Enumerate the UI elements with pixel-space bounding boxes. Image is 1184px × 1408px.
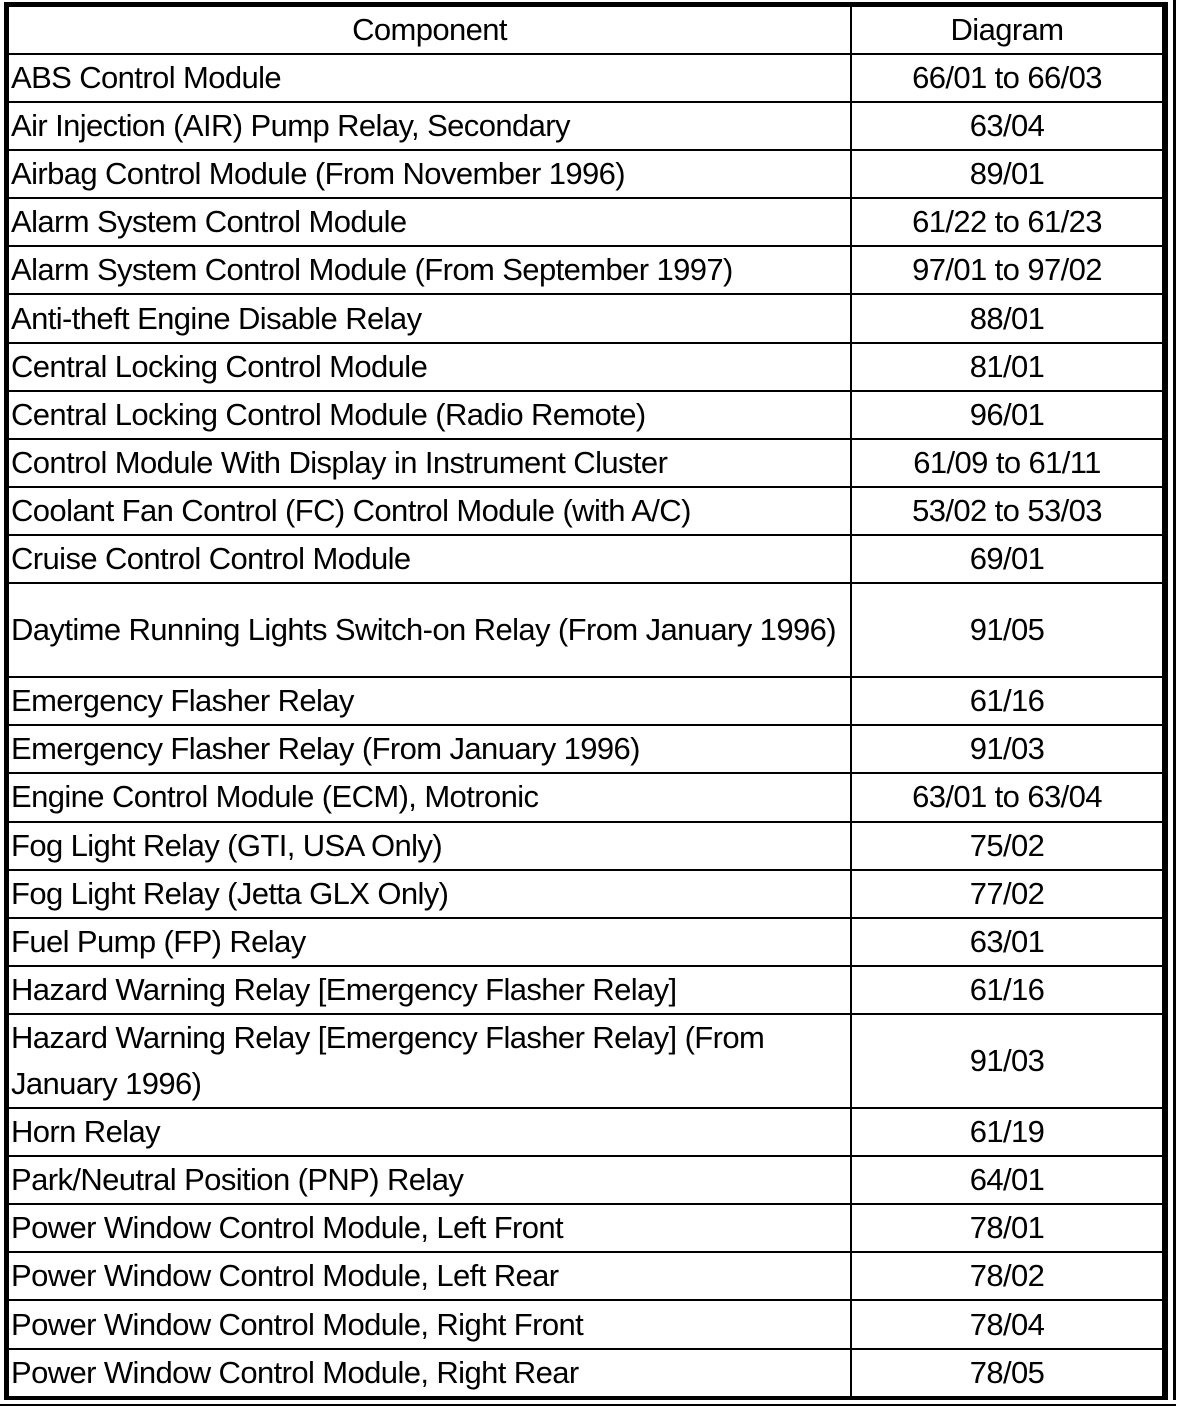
component-cell: Power Window Control Module, Left Front [8, 1204, 851, 1252]
component-cell: Cruise Control Control Module [8, 535, 851, 583]
component-cell: Power Window Control Module, Right Rear [8, 1349, 851, 1397]
diagram-cell: 96/01 [851, 391, 1163, 439]
table-row [8, 54, 1163, 102]
table-row [8, 870, 1163, 918]
table-row [8, 343, 1163, 391]
diagram-cell: 63/01 [851, 918, 1163, 966]
table-row [8, 439, 1163, 487]
diagram-cell: 78/05 [851, 1349, 1163, 1397]
table-row [8, 1349, 1163, 1397]
table-row [8, 1300, 1163, 1348]
diagram-cell: 97/01 to 97/02 [851, 246, 1163, 294]
component-cell: Emergency Flasher Relay [8, 677, 851, 725]
component-cell: Central Locking Control Module [8, 343, 851, 391]
component-cell: Alarm System Control Module (From September 1997) [8, 246, 851, 294]
diagram-cell: 69/01 [851, 535, 1163, 583]
table-row [8, 918, 1163, 966]
diagram-cell: 89/01 [851, 150, 1163, 198]
diagram-cell: 78/04 [851, 1300, 1163, 1348]
diagram-cell: 75/02 [851, 822, 1163, 870]
component-diagram-table-frame [4, 2, 1168, 1400]
table-row [8, 1156, 1163, 1204]
diagram-cell: 61/19 [851, 1108, 1163, 1156]
component-cell: Emergency Flasher Relay (From January 1996) [8, 725, 851, 773]
table-row [8, 1014, 1163, 1108]
diagram-cell: 81/01 [851, 343, 1163, 391]
diagram-cell: 66/01 to 66/03 [851, 54, 1163, 102]
component-diagram-table [7, 5, 1164, 1398]
diagram-cell: 61/22 to 61/23 [851, 198, 1163, 246]
table-row [8, 966, 1163, 1014]
component-cell: Power Window Control Module, Right Front [8, 1300, 851, 1348]
table-row [8, 1108, 1163, 1156]
diagram-cell: 61/16 [851, 677, 1163, 725]
diagram-cell: 61/09 to 61/11 [851, 439, 1163, 487]
table-row [8, 822, 1163, 870]
component-cell: ABS Control Module [8, 54, 851, 102]
diagram-cell: 88/01 [851, 294, 1163, 342]
diagram-cell: 64/01 [851, 1156, 1163, 1204]
table-row [8, 198, 1163, 246]
table-row [8, 246, 1163, 294]
diagram-cell: 91/05 [851, 583, 1163, 677]
component-cell: Hazard Warning Relay [Emergency Flasher Relay] [8, 966, 851, 1014]
table-row [8, 1252, 1163, 1300]
component-cell: Engine Control Module (ECM), Motronic [8, 773, 851, 821]
diagram-cell: 91/03 [851, 1014, 1163, 1108]
component-cell: Daytime Running Lights Switch-on Relay (From January 1996) [8, 583, 851, 677]
table-row [8, 391, 1163, 439]
table-row [8, 535, 1163, 583]
component-cell: Fog Light Relay (Jetta GLX Only) [8, 870, 851, 918]
table-row [8, 677, 1163, 725]
diagram-cell: 61/16 [851, 966, 1163, 1014]
diagram-cell: 63/04 [851, 102, 1163, 150]
component-cell: Fog Light Relay (GTI, USA Only) [8, 822, 851, 870]
diagram-cell: 53/02 to 53/03 [851, 487, 1163, 535]
diagram-cell: 78/01 [851, 1204, 1163, 1252]
column-header-diagram: Diagram [851, 6, 1163, 54]
diagram-cell: 77/02 [851, 870, 1163, 918]
table-body [8, 54, 1163, 1397]
component-cell: Control Module With Display in Instrument Cluster [8, 439, 851, 487]
table-header-row [8, 6, 1163, 54]
bottom-border-line [0, 1404, 1176, 1406]
component-cell: Coolant Fan Control (FC) Control Module (with A/C) [8, 487, 851, 535]
table-row [8, 294, 1163, 342]
table-row [8, 150, 1163, 198]
component-cell: Airbag Control Module (From November 1996) [8, 150, 851, 198]
component-cell: Park/Neutral Position (PNP) Relay [8, 1156, 851, 1204]
table-row [8, 102, 1163, 150]
component-cell: Anti-theft Engine Disable Relay [8, 294, 851, 342]
diagram-cell: 91/03 [851, 725, 1163, 773]
table-row [8, 583, 1163, 677]
component-cell: Power Window Control Module, Left Rear [8, 1252, 851, 1300]
component-cell: Fuel Pump (FP) Relay [8, 918, 851, 966]
component-cell: Horn Relay [8, 1108, 851, 1156]
component-cell: Alarm System Control Module [8, 198, 851, 246]
table-row [8, 773, 1163, 821]
table-row [8, 487, 1163, 535]
table-row [8, 1204, 1163, 1252]
table-row [8, 725, 1163, 773]
right-border-line [1173, 0, 1176, 1400]
diagram-cell: 63/01 to 63/04 [851, 773, 1163, 821]
component-cell: Central Locking Control Module (Radio Remote) [8, 391, 851, 439]
component-cell: Hazard Warning Relay [Emergency Flasher Relay] (From January 1996) [8, 1014, 851, 1108]
diagram-cell: 78/02 [851, 1252, 1163, 1300]
column-header-component: Component [8, 6, 851, 54]
component-cell: Air Injection (AIR) Pump Relay, Secondary [8, 102, 851, 150]
